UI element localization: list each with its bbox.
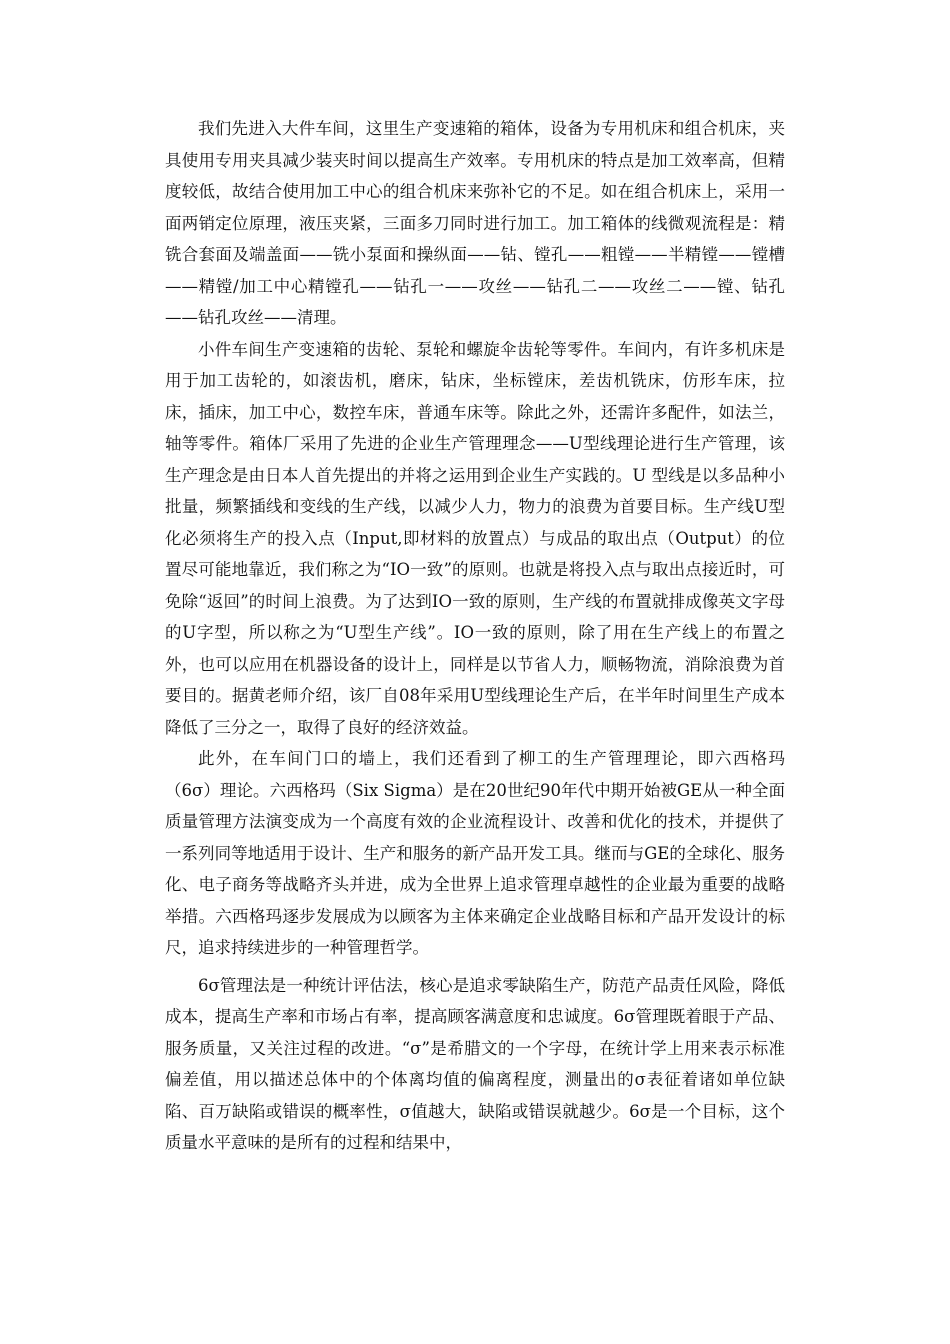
paragraph-six-sigma-intro: 此外，在车间门口的墙上，我们还看到了柳工的生产管理理论，即六西格玛（6σ）理论。六西格玛（Six Sigma）是在20世纪90年代中期开始被GE从一种全面质量管理方法演变成为一个高度有效的企业流程设计、改善和优化的技术，并提供了一系列同等地适用于设计、生产和服务的新产品开发工具。继而与GE的全球化、服务化、电子商务等战略齐头并进，成为全世界上追求管理卓越性的企业最为重要的战略举措。六西格玛逐步发展成为以顾客为主体来确定企业战略目标和产品开发设计的标尺，追求持续进步的一种管理哲学。: [165, 749, 785, 957]
paragraph-large-workshop: 我们先进入大件车间，这里生产变速箱的箱体，设备为专用机床和组合机床，夹具使用专用夹具减少装夹时间以提高生产效率。专用机床的特点是加工效率高，但精度较低，故结合使用加工中心的组合机床来弥补它的不足。如在组合机床上，采用一面两销定位原理，液压夹紧，三面多刀同时进行加工。加工箱体的线微观流程是：精铣合套面及端盖面——铣小泵面和操纵面——钻、镗孔——粗镗——半精镗——镗槽——精镗/加工中心精镗孔——钻孔一——攻丝——钻孔二——攻丝二——镗、钻孔——钻孔攻丝——清理。: [165, 119, 785, 327]
paragraph-small-workshop: 小件车间生产变速箱的齿轮、泵轮和螺旋伞齿轮等零件。车间内，有许多机床是用于加工齿轮的，如滚齿机，磨床，钻床，坐标镗床，差齿机铣床，仿形车床，拉床，插床，加工中心，数控车床，普通车床等。除此之外，还需许多配件，如法兰，轴等零件。箱体厂采用了先进的企业生产管理理念——U型线理论进行生产管理，该生产理念是由日本人首先提出的并将之运用到企业生产实践的。U 型线是以多品种小批量，频繁插线和变线的生产线，以减少人力，物力的浪费为首要目标。生产线U型化必须将生产的投入点（Input,即材料的放置点）与成品的取出点（Output）的位置尽可能地靠近，我们称之为“IO一致”的原则。也就是将投入点与取出点接近时，可免除“返回”的时间上浪费。为了达到IO一致的原则，生产线的布置就排成像英文字母的U字型，所以称之为“U型生产线”。IO一致的原则，除了用在生产线上的布置之外，也可以应用在机器设备的设计上，同样是以节省人力，顺畅物流，消除浪费为首要目的。据黄老师介绍，该厂自08年采用U型线理论生产后，在半年时间里生产成本降低了三分之一，取得了良好的经济效益。: [165, 339, 785, 737]
document-page: [165, 113, 785, 1159]
paragraph-six-sigma-method: 6σ管理法是一种统计评估法，核心是追求零缺陷生产，防范产品责任风险，降低成本，提高生产率和市场占有率，提高顾客满意度和忠诚度。6σ管理既着眼于产品、服务质量，又关注过程的改进。“σ”是希腊文的一个字母，在统计学上用来表示标准偏差值，用以描述总体中的个体离均值的偏离程度，测量出的σ表征着诸如单位缺陷、百万缺陷或错误的概率性，σ值越大，缺陷或错误就越少。6σ是一个目标，这个质量水平意味的是所有的过程和结果中，: [165, 975, 785, 1152]
